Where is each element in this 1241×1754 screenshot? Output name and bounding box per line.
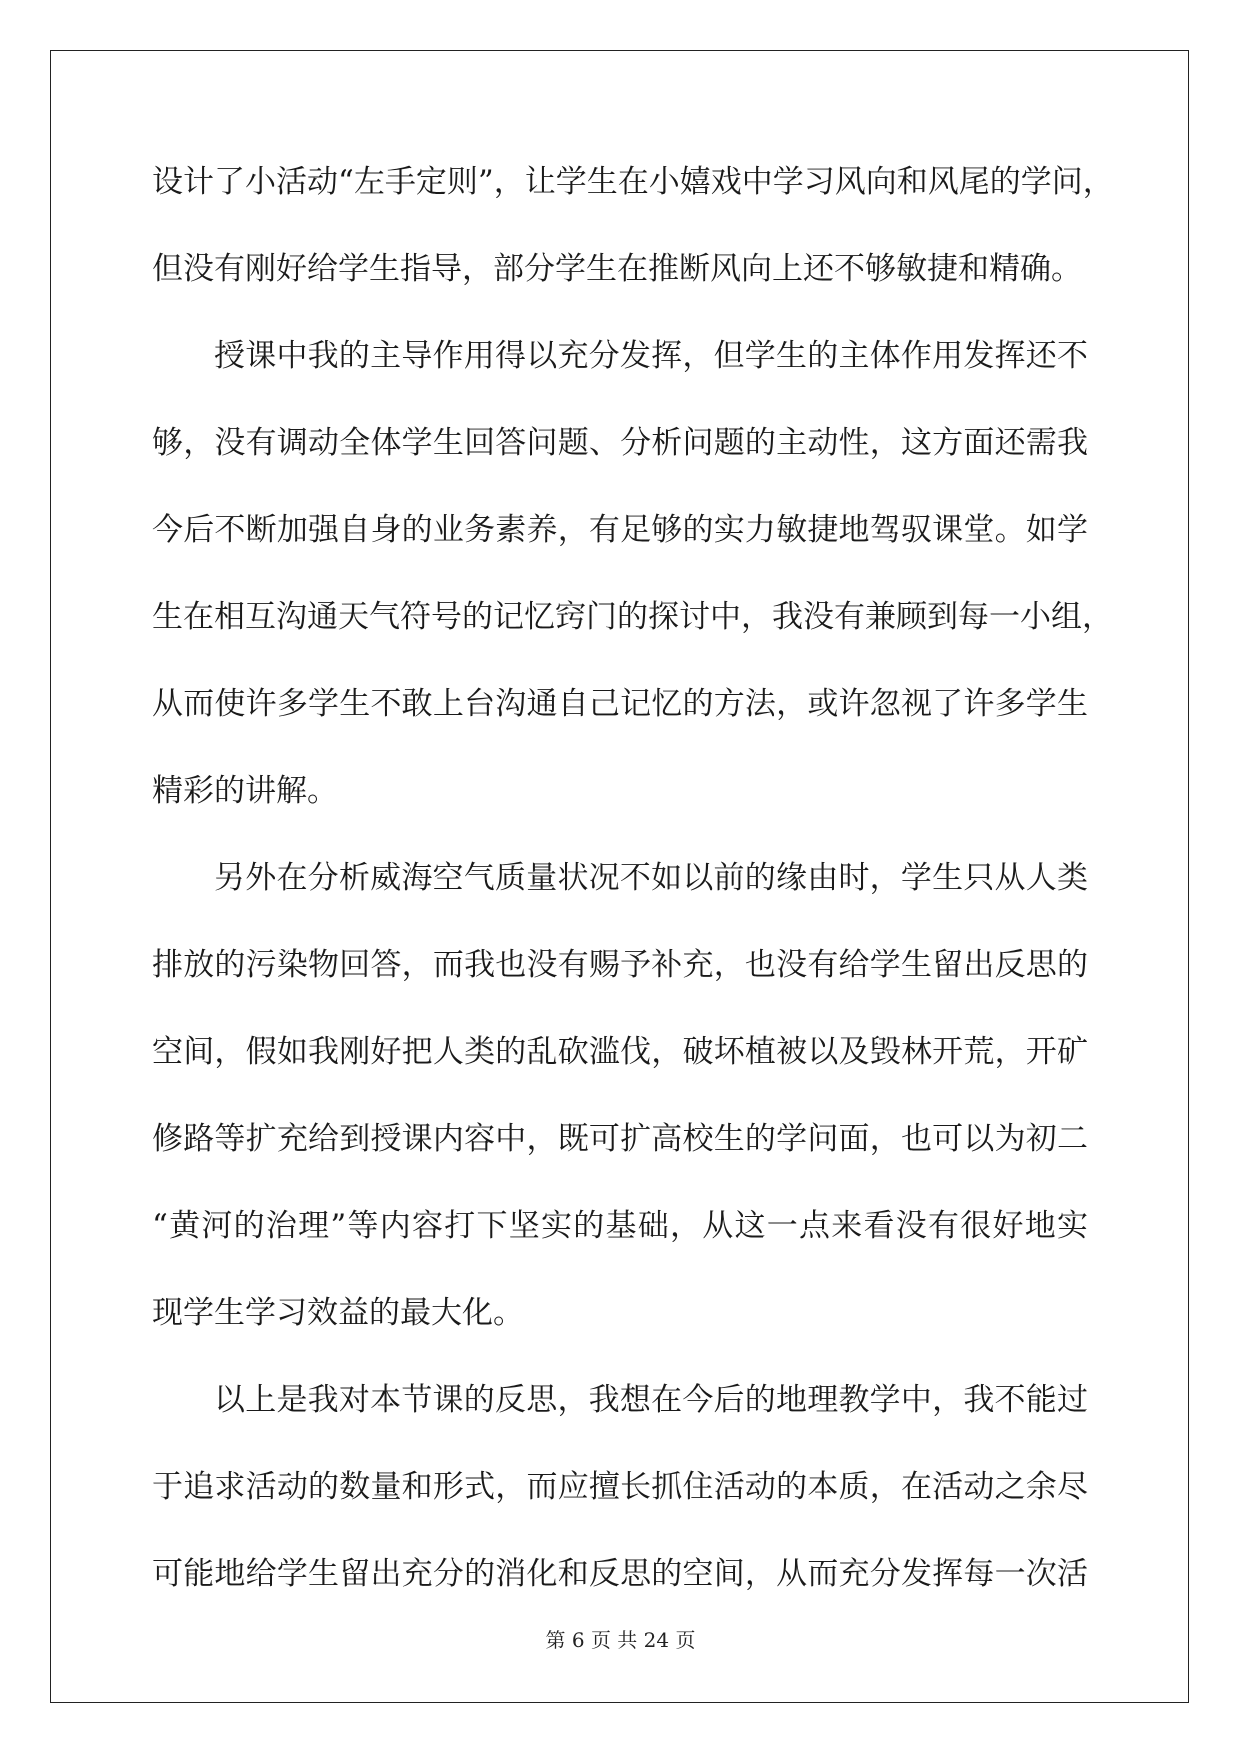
- text-line: 精彩的讲解。: [152, 773, 338, 809]
- text-line: 从而使许多学生不敢上台沟通自己记忆的方法，或许忽视了许多学生: [152, 686, 1088, 722]
- text-line: 够，没有调动全体学生回答问题、分析问题的主动性，这方面还需我: [152, 425, 1088, 461]
- text-line: 排放的污染物回答，而我也没有赐予补充，也没有给学生留出反思的: [152, 947, 1088, 983]
- text-line: 但没有刚好给学生指导，部分学生在推断风向上还不够敏捷和精确。: [152, 251, 1082, 287]
- text-line: 空间，假如我刚好把人类的乱砍滥伐，破坏植被以及毁林开荒，开矿: [152, 1034, 1088, 1070]
- text-line: 授课中我的主导作用得以充分发挥，但学生的主体作用发挥还不: [214, 338, 1088, 374]
- text-line: 于追求活动的数量和形式，而应擅长抓住活动的本质，在活动之余尽: [152, 1469, 1088, 1505]
- text-line: 以上是我对本节课的反思，我想在今后的地理教学中，我不能过: [214, 1382, 1088, 1418]
- text-line: 生在相互沟通天气符号的记忆窍门的探讨中，我没有兼顾到每一小组，: [152, 599, 1113, 635]
- text-line: 修路等扩充给到授课内容中，既可扩高校生的学问面，也可以为初二: [152, 1121, 1088, 1157]
- text-line: 今后不断加强自身的业务素养，有足够的实力敏捷地驾驭课堂。如学: [152, 512, 1088, 548]
- page-number-footer: 第 6 页 共 24 页: [545, 1628, 696, 1652]
- text-line: 另外在分析威海空气质量状况不如以前的缘由时，学生只从人类: [214, 860, 1088, 896]
- text-line: “黄河的治理”等内容打下坚实的基础，从这一点来看没有很好地实: [152, 1208, 1088, 1244]
- text-line: 可能地给学生留出充分的消化和反思的空间，从而充分发挥每一次活: [152, 1556, 1088, 1592]
- text-line: 现学生学习效益的最大化。: [152, 1295, 524, 1331]
- text-line: 设计了小活动“左手定则”，让学生在小嬉戏中学习风向和风尾的学问，: [152, 164, 1114, 200]
- document-body: [152, 162, 1114, 1641]
